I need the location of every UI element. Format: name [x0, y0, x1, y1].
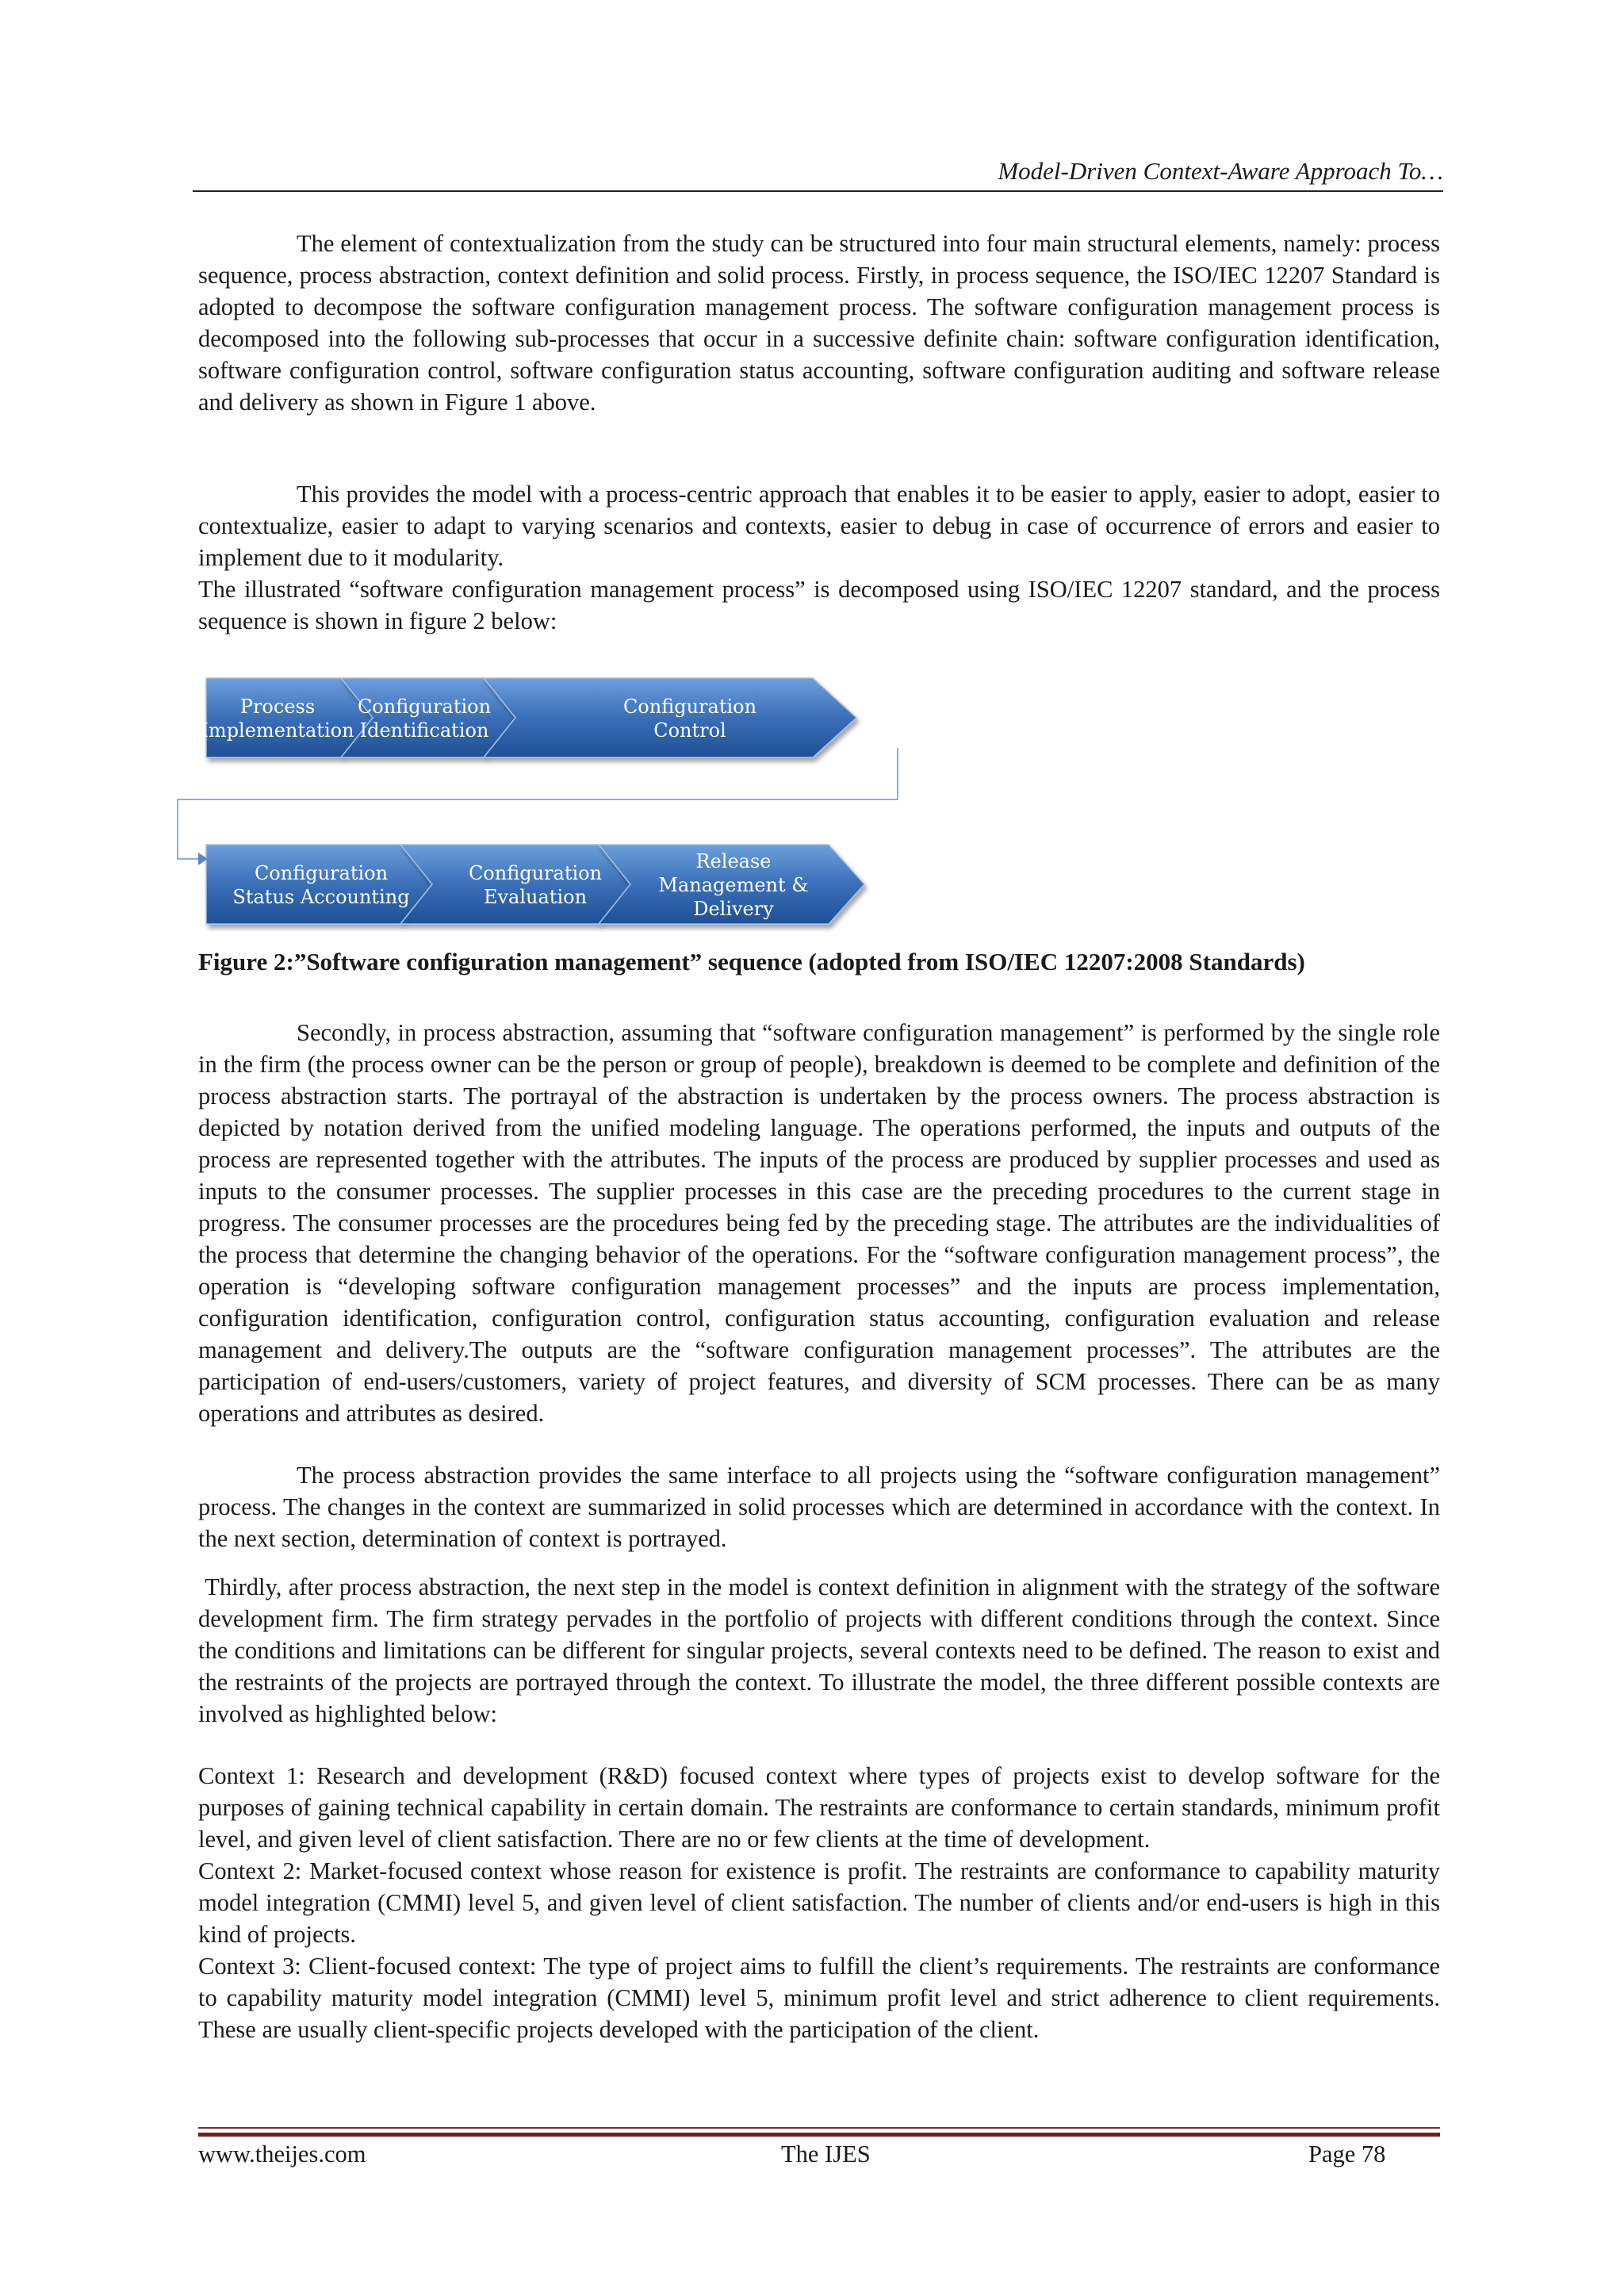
- section-text-5: [198, 1571, 1446, 1730]
- running-title: Model-Driven Context-Aware Approach To…: [998, 157, 1443, 185]
- chevron-step-6-label: Delivery: [693, 898, 774, 920]
- footer-rule-thin: [198, 2127, 1440, 2129]
- section-text-1: [198, 228, 1440, 418]
- section-text-3: [198, 1017, 1440, 1429]
- chevron-step-5-label: Evaluation: [483, 886, 588, 908]
- paragraph-context-3: Context 3: Client-focused context: The type of project aims to fulfill the client’s requirements. The restraints are conformance to capability maturity model integration (CMMI) level 5, minimum profit level and strict adherence to client requirements. These are usually client-specific projects developed with the participation of the client.: [198, 1953, 1440, 2043]
- header-rule: [193, 190, 1443, 192]
- paragraph-context-definition: Thirdly, after process abstraction, the next step in the model is context definition in alignment with the strategy of the software development firm. The firm strategy pervades in the portfolio of projects with different conditions through the context. Since the conditions and limitations can be different for singular projects, several contexts need to be defined. The reason to exist and the restraints of the projects are portrayed through the context. To illustrate the model, the three different possible contexts are involved as highlighted below:: [198, 1573, 1446, 1727]
- chevron-step-1: [206, 678, 373, 757]
- paragraph-process-centric: This provides the model with a process-centric approach that enables it to be easier to apply, easier to adopt, easier to contextualize, easier to adapt to varying scenarios and contexts, easier to debug in case of occurrence of errors and easier to implement due to it modularity.: [198, 481, 1440, 571]
- paragraph-context-2: Context 2: Market-focused context whose reason for existence is profit. The restraints are conformance to capability maturity model integration (CMMI) level 5, and given level of client satisfaction. The number of clients and/or end-users is high in this kind of projects.: [198, 1857, 1440, 1948]
- footer-website: www.theijes.com: [198, 2141, 366, 2168]
- chevron-step-4-label: Status Accounting: [232, 886, 410, 908]
- paragraph-contextualization: The element of contextualization from the study can be structured into four main structural elements, namely: process sequence, process abstraction, context definition and solid process. Firstly, in process sequence, the ISO/IEC 12207 Standard is adopted to decompose the software configuration management process. The software configuration management process is decomposed into the following sub-processes that occur in a successive definite chain: software configuration identification, software configuration control, software configuration status accounting, software configuration auditing and software release and delivery as shown in Figure 1 above.: [198, 230, 1440, 416]
- paragraph-process-abstraction: Secondly, in process abstraction, assuming that “software configuration management” is performed by the single role in the firm (the process owner can be the person or group of people), breakdown is deemed to be complete and definition of the process abstraction starts. The portrayal of the abstraction is undertaken by the process owners. The process abstraction is depicted by notation derived from the unified modeling language. The operations performed, the inputs and outputs of the process are represented together with the attributes. The inputs of the process are produced by supplier processes and used as inputs to the consumer processes. The supplier processes in this case are the preceding procedures to the current stage in progress. The consumer processes are the procedures being fed by the preceding stage. The attributes are the individualities of the process that determine the changing behavior of the operations. For the “software configuration management process”, the operation is “developing software configuration management processes” and the inputs are process implementation, configuration identification, configuration control, configuration status accounting, configuration evaluation and release management and delivery.The outputs are the “software configuration management processes”. The attributes are the participation of end-users/customers, variety of project features, and diversity of SCM processes. There can be as many operations and attributes as desired.: [198, 1019, 1440, 1427]
- paragraph-figure-intro: The illustrated “software configuration management process” is decomposed using ISO/IEC 12207 standard, and the process sequence is shown in figure 2 below:: [198, 576, 1440, 634]
- section-text-6: [198, 1760, 1440, 2045]
- chevron-step-5: [400, 845, 630, 924]
- section-text-4: [198, 1459, 1440, 1554]
- paragraph-context-1: Context 1: Research and development (R&D) focused context where types of projects exist to develop software for the purposes of gaining technical capability in certain domain. The restraints are conformance to certain standards, minimum profit level, and given level of client satisfaction. There are no or few clients at the time of development.: [198, 1762, 1440, 1853]
- sequence-connector: [178, 748, 898, 859]
- chevron-step-1-label: Implementation: [201, 719, 354, 742]
- chevron-step-4: [206, 845, 432, 924]
- chevron-step-6-label: Release: [695, 850, 772, 872]
- footer-journal: The IJES: [781, 2141, 871, 2168]
- chevron-step-2-label: Identification: [359, 719, 489, 742]
- chevron-step-4-label: Configuration: [254, 862, 389, 884]
- section-text-2: [198, 478, 1440, 637]
- footer-rule-thick: [198, 2133, 1440, 2137]
- chevron-step-3: [484, 678, 856, 757]
- paragraph-interface: The process abstraction provides the same interface to all projects using the “software configuration management” process. The changes in the context are summarized in solid processes which are determined in accordance with the context. In the next section, determination of context is portrayed.: [198, 1462, 1440, 1552]
- chevron-step-3-label: Control: [653, 719, 726, 742]
- chevron-step-6-label: Management &: [658, 874, 809, 896]
- chevron-step-3-label: Configuration: [622, 696, 757, 718]
- scm-sequence-diagram: [174, 670, 904, 932]
- chevron-step-2-label: Configuration: [357, 696, 492, 718]
- footer-page-number: Page 78: [1308, 2141, 1386, 2168]
- figure-caption: Figure 2:”Software configuration management” sequence (adopted from ISO/IEC 12207:2008 Standards): [198, 948, 1305, 976]
- chevron-step-1-label: Process: [239, 696, 316, 718]
- chevron-step-5-label: Configuration: [468, 862, 603, 884]
